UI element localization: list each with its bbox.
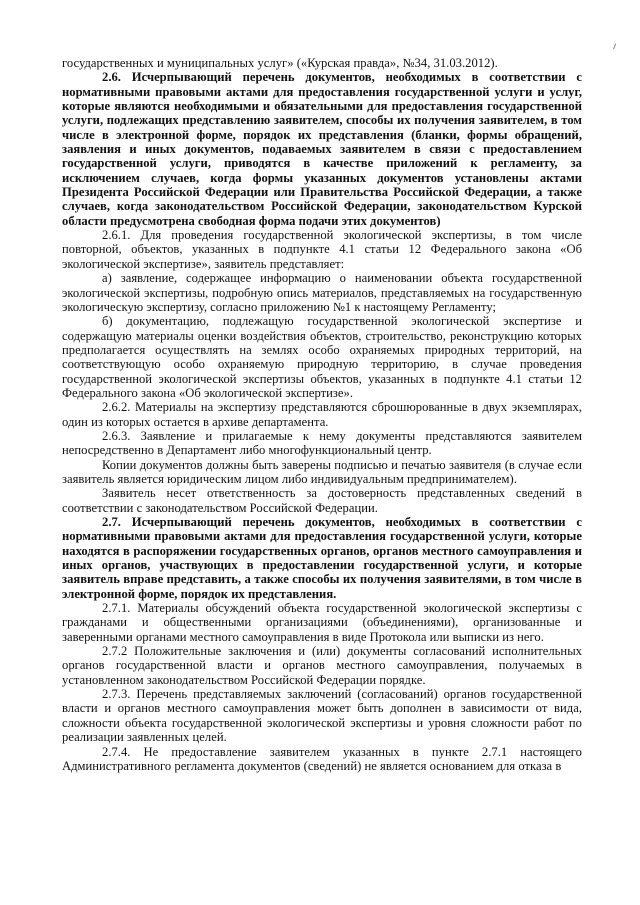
- paragraph-2-6-2: 2.6.2. Материалы на экспертизу представляются сброшюрованные в двух экземплярах, один из которых остается в архиве департамента.: [62, 400, 582, 429]
- paragraph-responsibility: Заявитель несет ответственность за достоверность представленных сведений в соответствии с законодательством Российской Федерации.: [62, 486, 582, 515]
- list-item-a: а) заявление, содержащее информацию о наименовании объекта государственной экологической экспертизы, подробную опись материалов, представляемых на государственную экологическую экспертизу, согласно приложению №1 к настоящему Регламенту;: [62, 271, 582, 314]
- paragraph-2-7-1: 2.7.1. Материалы обсуждений объекта государственной экологической экспертизы с гражданами и общественными организациями (объединениями), организованные и заверенными органами местного самоуправления в виде Протокола или выписки из него.: [62, 601, 582, 644]
- paragraph-copies: Копии документов должны быть заверены подписью и печатью заявителя (в случае если заявитель является юридическим лицом либо индивидуальным предпринимателем).: [62, 457, 582, 486]
- paragraph-2-7-4: 2.7.4. Не предоставление заявителем указанных в пункте 2.7.1 настоящего Административного регламента документов (сведений) не является основанием для отказа в: [62, 744, 582, 773]
- section-heading-2-7: 2.7. Исчерпывающий перечень документов, необходимых в соответствии с нормативными правовыми актами для предоставления государственной услуги, которые находятся в распоряжении государственных органов, органов местного самоуправления и иных органов, участвующих в предоставлении государственной услуги, и которые заявитель вправе представить, а также способы их получения заявителями, в том числе в электронной форме, порядок их представления.: [62, 515, 582, 601]
- section-heading-2-6: 2.6. Исчерпывающий перечень документов, необходимых в соответствии с нормативными правовыми актами для предоставления государственной услуги и услуг, которые являются необходимыми и обязательными для предоставления государственной услуги, подлежащих представлению заявителем, способы их получения заявителем, в том числе в электронной форме, порядок их представления (бланки, формы обращений, заявления и иных документов, подаваемых заявителем в связи с предоставлением государственной услуги, приводятся в качестве приложений к регламенту, за исключением случаев, когда формы указанных документов установлены актами Президента Российской Федерации или Правительства Российской Федерации, а также случаев, когда законодательством Российской Федерации, законодательством Курской области предусмотрена свободная форма подачи этих документов): [62, 70, 582, 228]
- paragraph-2-6-1: 2.6.1. Для проведения государственной экологической экспертизы, в том числе повторной, объектов, указанных в подпункте 4.1 статьи 12 Федерального закона «Об экологической экспертизе», заявитель представляет:: [62, 228, 582, 271]
- scan-mark: [613, 43, 619, 50]
- paragraph-continuation: государственных и муниципальных услуг» («Курская правда», №34, 31.03.2012).: [62, 56, 498, 70]
- document-page: [62, 56, 582, 773]
- paragraph-2-7-2: 2.7.2 Положительные заключения и (или) документы согласований исполнительных органов государственной власти и органов местного самоуправления, получаемых в установленном законодательством Российской Федерации порядке.: [62, 644, 582, 687]
- list-item-b: б) документацию, подлежащую государственной экологической экспертизе и содержащую материалы оценки воздействия объектов, строительство, реконструкцию которых предполагается осуществлять на землях особо охраняемых природных территорий, на соответствующую особо охраняемую природную территорию, в случае проведения государственной экологической экспертизы объектов, указанных в подпункте 4.1 статьи 12 Федерального закона «Об экологической экспертизе».: [62, 314, 582, 400]
- paragraph-2-6-3: 2.6.3. Заявление и прилагаемые к нему документы представляются заявителем непосредственно в Департамент либо многофункциональный центр.: [62, 428, 582, 458]
- paragraph-2-7-3: 2.7.3. Перечень представляемых заключений (согласований) органов государственной власти и органов местного самоуправления может быть дополнен в зависимости от вида, сложности объекта государственной экологической экспертизы и уровня сложности работ по реализации заявленных целей.: [62, 687, 582, 745]
